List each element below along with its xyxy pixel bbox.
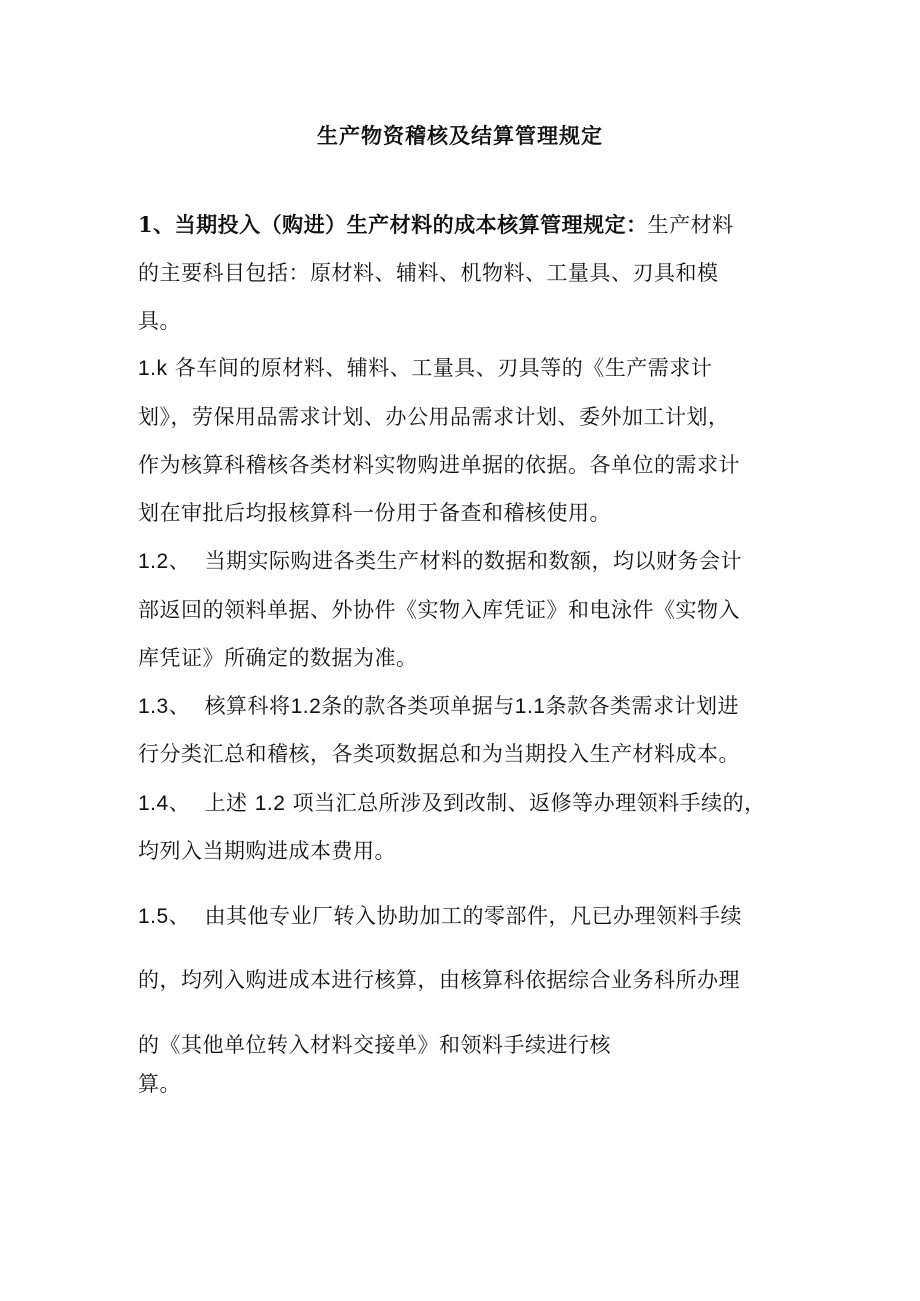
- section-1-5-line-3: 的《其他单位转入材料交接单》和领料手续进行核: [138, 1033, 611, 1057]
- section-1-1-line-2: 划》，劳保用品需求计划、办公用品需求计划、委外加工计划，: [138, 405, 730, 429]
- section-1-3-line-1: [138, 693, 739, 720]
- section-1-5-line-2: 的，均列入购进成本进行核算，由核算科依据综合业务科所办理: [138, 968, 740, 992]
- section-1-5-number: 1.5、: [138, 905, 191, 928]
- section-1-4-line-1: [138, 790, 766, 817]
- section-1-4-text-b: 项当汇总所涉及到改制、返修等办理领料手续的，: [292, 791, 766, 815]
- section-1-line-3: 具。: [138, 309, 181, 333]
- section-1-2-text: 当期实际购进各类生产材料的数据和数额，均以财务会计: [204, 549, 743, 573]
- document-title: 生产物资稽核及结算管理规定: [317, 123, 603, 148]
- section-1-2-line-2: 部返回的领料单据、外协件《实物入库凭证》和电泳件《实物入: [138, 598, 740, 622]
- section-1-5-line-1: [138, 903, 742, 930]
- section-1-3-number: 1.3、: [138, 695, 191, 718]
- section-1-5-text: 由其他专业厂转入协助加工的零部件，凡已办理领料手续: [204, 904, 743, 928]
- section-1-3-text-b: 条的款各类项单据与: [321, 694, 515, 718]
- section-1-1-text: 各车间的原材料、辅料、工量具、刃具等的《生产需求计: [174, 356, 713, 380]
- section-1-4-ref: 1.2: [254, 792, 286, 815]
- section-1-line-2: 的主要科目包括：原材料、辅料、机物料、工量具、刃具和模: [138, 261, 719, 285]
- section-1-line-1: [138, 212, 734, 238]
- section-1-3-line-2: 行分类汇总和稽核，各类项数据总和为当期投入生产材料成本。: [138, 742, 740, 766]
- section-1-2-number: 1.2、: [138, 550, 191, 573]
- section-1-4-text-a: 上述: [204, 791, 248, 815]
- section-1-3-text-c: 条款各类需求计划进: [545, 694, 739, 718]
- section-1-4-number: 1.4、: [138, 792, 191, 815]
- section-1-4-line-2: 均列入当期购进成本费用。: [138, 839, 396, 863]
- section-1-3-ref-a: 1.2: [290, 695, 322, 718]
- section-1-2-line-3: 库凭证》所确定的数据为准。: [138, 646, 418, 670]
- section-1-2-line-1: [138, 548, 742, 575]
- section-1-5-line-4: 算。: [138, 1072, 181, 1096]
- section-1-1-line-1: [138, 355, 712, 382]
- section-1-1-number: 1.k: [138, 357, 168, 380]
- section-1-3-text-a: 核算科将: [204, 694, 291, 718]
- section-1-3-ref-b: 1.1: [514, 695, 546, 718]
- section-1-1-line-4: 划在审批后均报核算科一份用于备查和稽核使用。: [138, 501, 611, 525]
- section-1-heading: 1、当期投入（购进）生产材料的成本核算管理规定：: [138, 212, 648, 237]
- section-1-text: 生产材料: [647, 213, 734, 237]
- section-1-1-line-3: 作为核算科稽核各类材料实物购进单据的依据。各单位的需求计: [138, 453, 740, 477]
